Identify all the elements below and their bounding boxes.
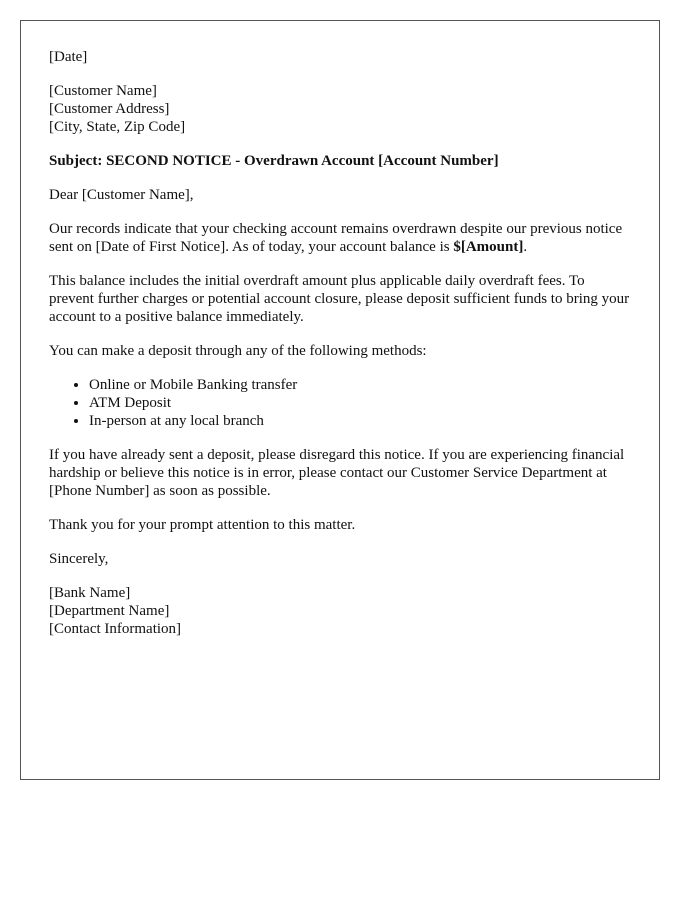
paragraph-overdrawn-end: . (523, 239, 528, 255)
deposit-method-item: • In-person at any local branch (89, 412, 631, 430)
recipient-address: [Customer Address] (49, 101, 170, 117)
balance-amount: $[Amount] (453, 239, 524, 255)
closing: Sincerely, (49, 551, 109, 567)
salutation: Dear [Customer Name], (49, 187, 194, 203)
deposit-method-item: • ATM Deposit (89, 394, 631, 412)
date-text: [Date] (49, 49, 88, 65)
paragraph-overdrawn-notice (49, 220, 631, 256)
recipient-city-state-zip: [City, State, Zip Code] (49, 119, 186, 135)
recipient-address-block (49, 82, 631, 136)
letter-page (20, 20, 660, 780)
deposit-method-item: • Online or Mobile Banking transfer (89, 376, 631, 394)
signature-contact: [Contact Information] (49, 621, 182, 637)
paragraph-deposit-intro: You can make a deposit through any of the following methods: (49, 343, 427, 359)
paragraph-disregard: If you have already sent a deposit, please disregard this notice. If you are experiencing financial hardship or believe this notice is in error, please contact our Customer Service Department at [Phone Number] as soon as possible. (49, 447, 625, 499)
signature-block (49, 584, 631, 638)
paragraph-fees: This balance includes the initial overdraft amount plus applicable daily overdraft fees. To prevent further charges or potential account closure, please deposit sufficient funds to bring your account to a positive balance immediately. (49, 273, 630, 325)
paragraph-thanks: Thank you for your prompt attention to this matter. (49, 517, 356, 533)
letter-subject: Subject: SECOND NOTICE - Overdrawn Account [Account Number] (49, 153, 499, 169)
recipient-name: [Customer Name] (49, 83, 157, 99)
deposit-methods-list (49, 376, 631, 430)
signature-bank-name: [Bank Name] (49, 585, 131, 601)
paragraph-overdrawn-text: Our records indicate that your checking account remains overdrawn despite our previous notice sent on [Date of First Notice]. As of today, your account balance is (49, 221, 623, 255)
signature-department: [Department Name] (49, 603, 170, 619)
letter-date (49, 48, 631, 66)
